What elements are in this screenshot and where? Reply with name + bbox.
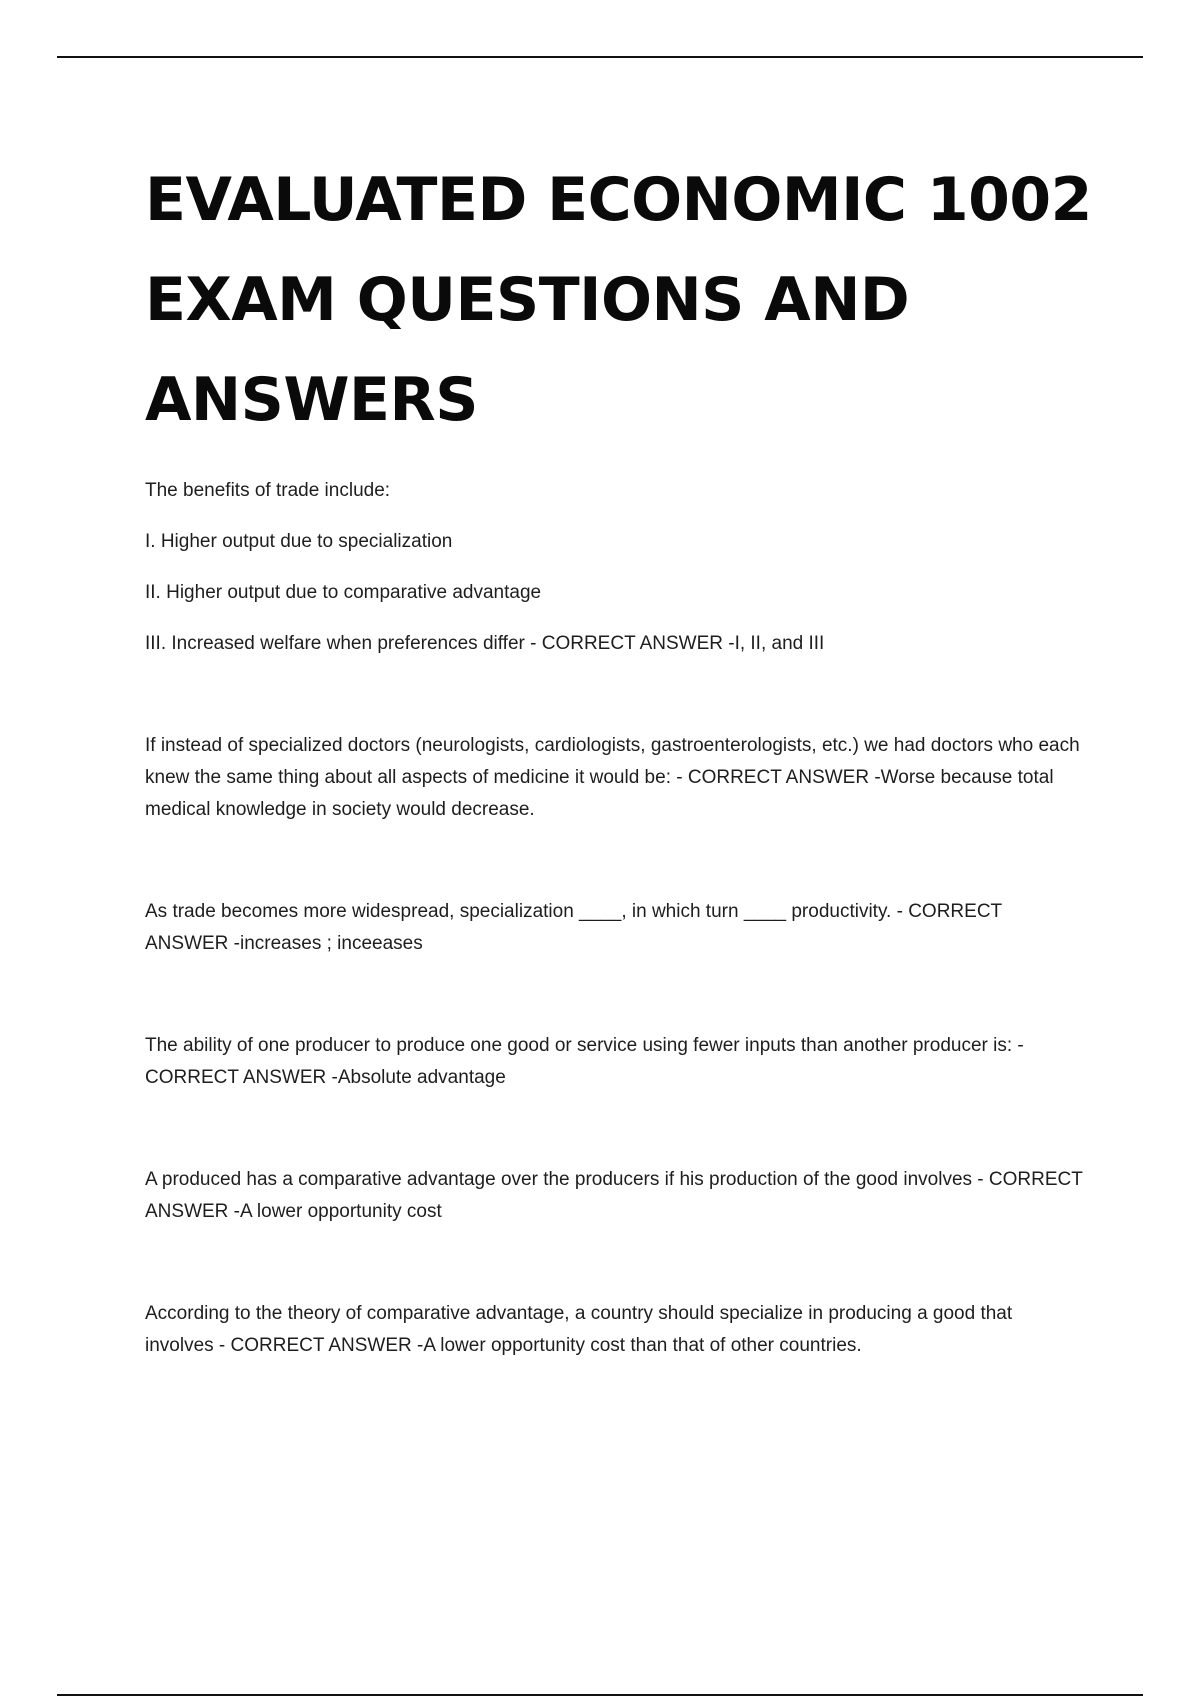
- question-answer-text: The ability of one producer to produce one good or service using fewer inputs than another producer is: - CORRECT ANSWER -Absolute advantage: [145, 1035, 1024, 1088]
- option-item: III. Increased welfare when preferences differ - CORRECT ANSWER -I, II, and III: [145, 633, 825, 654]
- document-title: [145, 150, 1092, 450]
- bottom-rule: [57, 1694, 1143, 1696]
- question-answer-text: A produced has a comparative advantage over the producers if his production of the good involves - CORRECT ANSWER -A lower opportunity cost: [145, 1169, 1083, 1222]
- qa-item-benefits-of-trade: [145, 475, 1085, 660]
- question-text: The benefits of trade include:: [145, 480, 391, 501]
- title-line: EVALUATED ECONOMIC 1002: [145, 165, 1092, 235]
- qa-item: [145, 896, 1085, 960]
- title-line: ANSWERS: [145, 365, 478, 435]
- qa-item: [145, 1298, 1085, 1362]
- qa-item: [145, 730, 1085, 826]
- option-item: I. Higher output due to specialization: [145, 531, 453, 552]
- document-body: [145, 150, 1092, 1362]
- title-line: EXAM QUESTIONS AND: [145, 265, 910, 335]
- qa-item: [145, 1030, 1085, 1094]
- top-rule: [57, 56, 1143, 58]
- question-answer-text: According to the theory of comparative advantage, a country should specialize in producing a good that involves - CORRECT ANSWER -A lower opportunity cost than that of other countries.: [145, 1303, 1013, 1356]
- question-answer-text: If instead of specialized doctors (neurologists, cardiologists, gastroenterologists, etc.) we had doctors who each knew the same thing about all aspects of medicine it would be: - CORRECT ANSWER -Worse because total medical knowledge in society would decrease.: [145, 735, 1080, 820]
- option-item: II. Higher output due to comparative advantage: [145, 582, 542, 603]
- qa-list: [145, 475, 1085, 1362]
- question-answer-text: As trade becomes more widespread, specialization ____, in which turn ____ productivity. - CORRECT ANSWER -increases ; inceeases: [145, 901, 1002, 954]
- qa-item: [145, 1164, 1085, 1228]
